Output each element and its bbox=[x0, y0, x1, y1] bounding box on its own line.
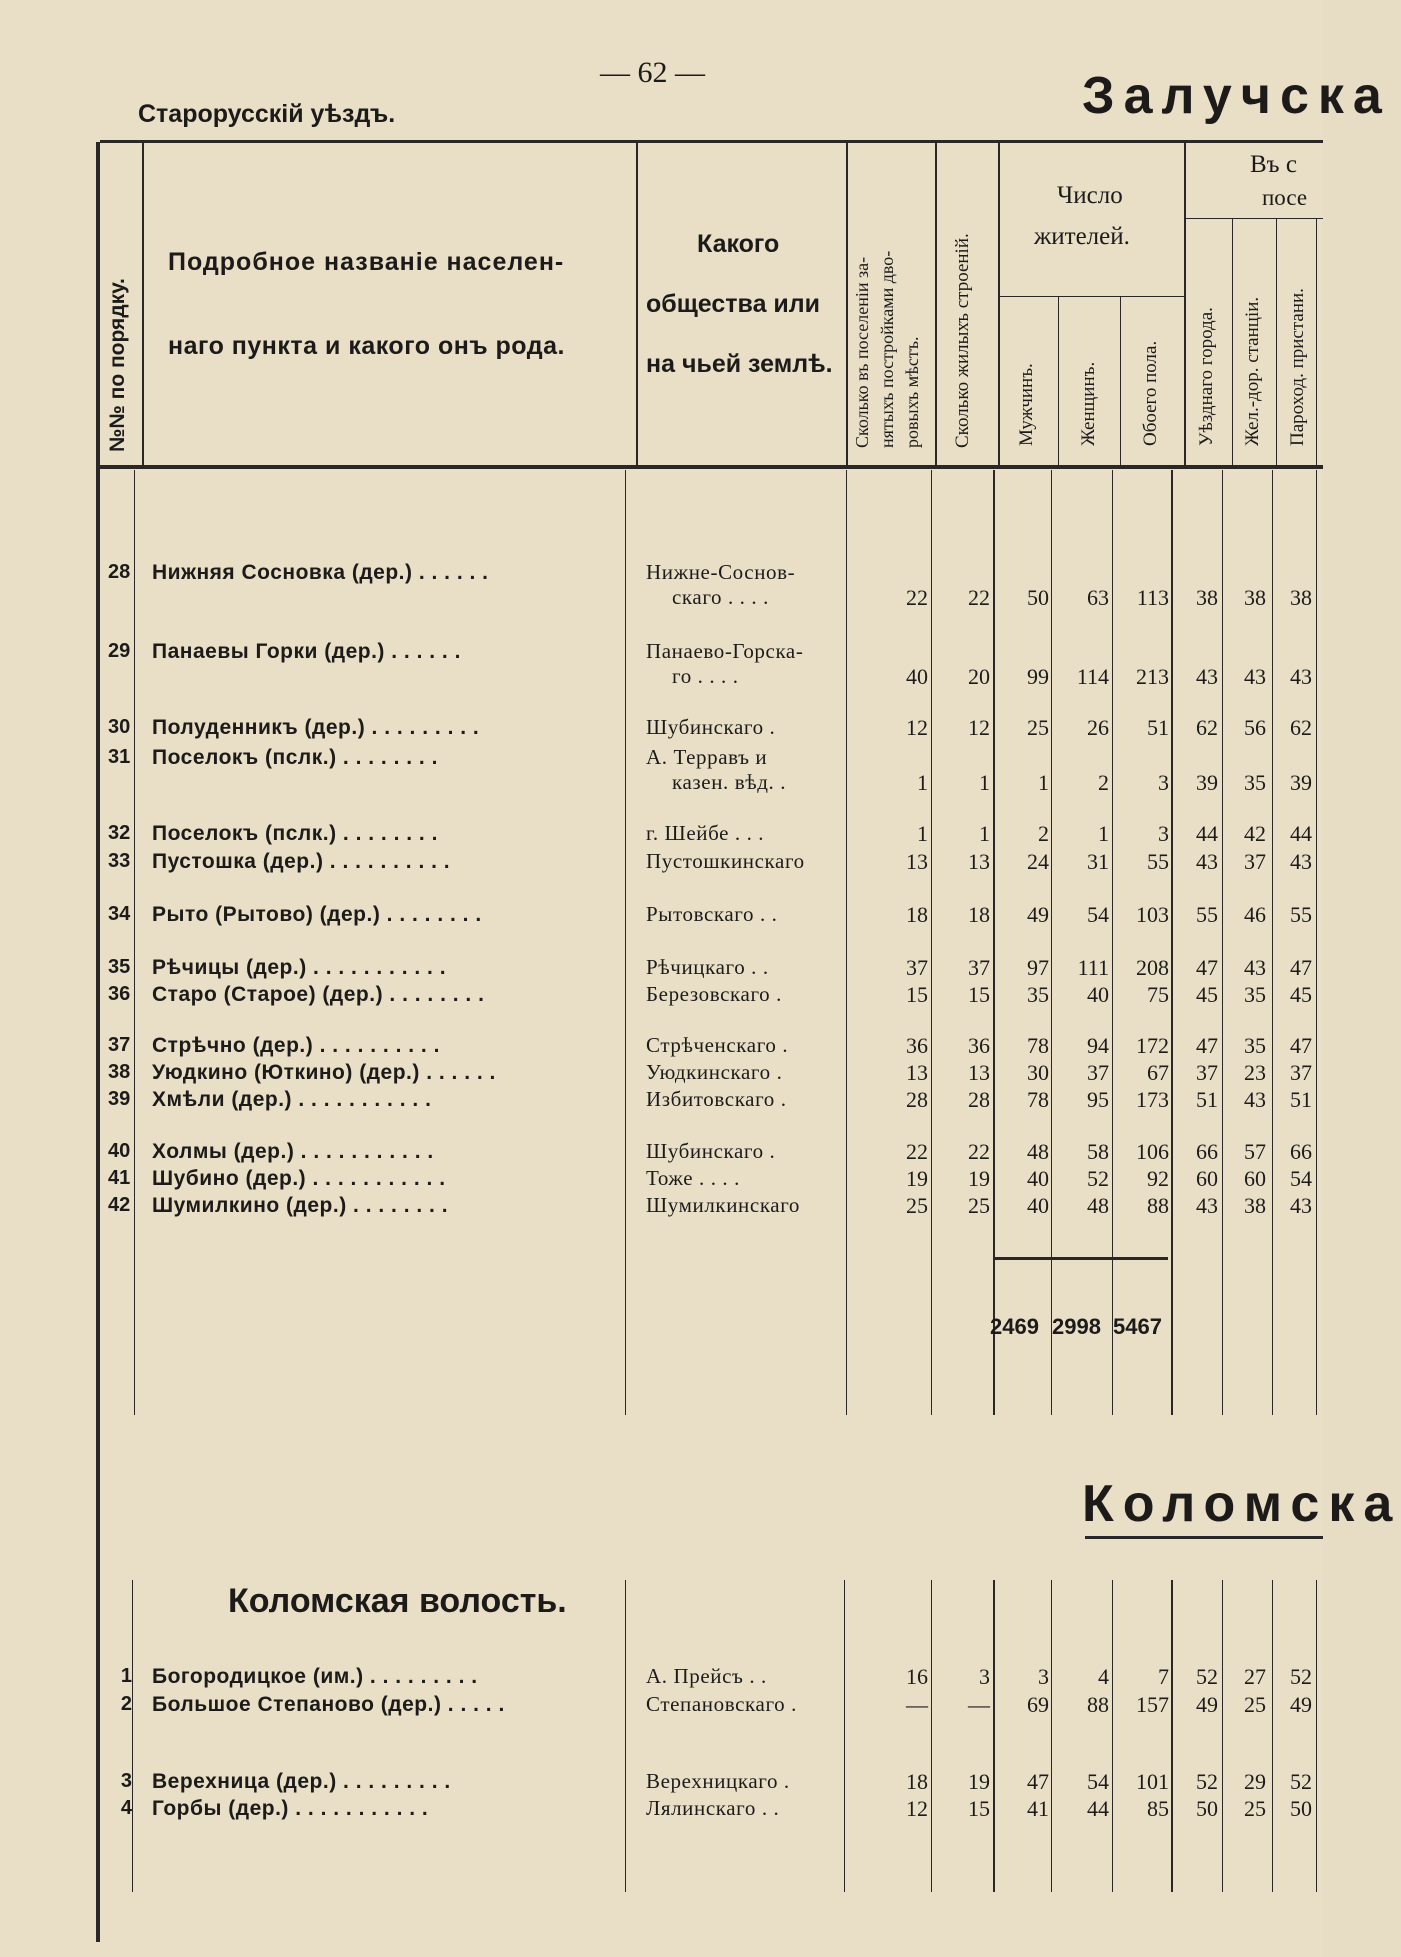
body-sep bbox=[1112, 470, 1113, 1415]
col-sep bbox=[1232, 218, 1233, 466]
table-cell-w: 44 bbox=[1087, 1796, 1109, 1821]
table-cell-c2: 37 bbox=[1244, 849, 1266, 874]
table-cell-m: 40 bbox=[1027, 1166, 1049, 1191]
table-cell-m: 69 bbox=[1027, 1692, 1049, 1717]
place-name: Уюдкино (Юткино) (дер.) . . . . . . bbox=[152, 1061, 496, 1084]
body-sep bbox=[1171, 470, 1173, 1415]
place-name: Верехница (дер.) . . . . . . . . . bbox=[152, 1770, 451, 1793]
table-cell-c3: 39 bbox=[1290, 770, 1312, 795]
table-cell-m: 35 bbox=[1027, 982, 1049, 1007]
table-cell-m: 78 bbox=[1027, 1033, 1049, 1058]
row-number: 3 bbox=[120, 1770, 132, 1792]
row-number: 2 bbox=[120, 1693, 132, 1715]
table-cell-d: 18 bbox=[906, 1769, 928, 1794]
row-number: 40 bbox=[108, 1140, 131, 1162]
col-sep bbox=[1276, 218, 1277, 466]
society: Шумилкинскаго bbox=[646, 1193, 801, 1217]
header-name-1: Подробное названіе населен- bbox=[168, 248, 565, 276]
header-society-2: общества или bbox=[646, 290, 821, 318]
col-sep bbox=[1184, 218, 1323, 219]
col-sep bbox=[998, 296, 1184, 297]
table-cell-t: 75 bbox=[1147, 982, 1169, 1007]
table-cell-c1: 45 bbox=[1196, 982, 1218, 1007]
table-cell-t: 113 bbox=[1136, 585, 1169, 610]
table-cell-b: 15 bbox=[968, 1796, 990, 1821]
table-cell-m: 1 bbox=[1038, 770, 1049, 795]
table-cell-m: 47 bbox=[1027, 1769, 1049, 1794]
table-cell-m: 78 bbox=[1027, 1087, 1049, 1112]
table-cell-d: 25 bbox=[906, 1193, 928, 1218]
table-cell-c1: 43 bbox=[1196, 664, 1218, 689]
body-sep bbox=[1171, 1580, 1173, 1892]
body-sep bbox=[1272, 1580, 1273, 1892]
header-num: №№ по порядку. bbox=[106, 278, 129, 452]
table-cell-w: 114 bbox=[1076, 664, 1109, 689]
table-cell-t: 208 bbox=[1136, 955, 1169, 980]
table-cell-b: 37 bbox=[968, 955, 990, 980]
society: Верехницкаго . bbox=[646, 1769, 790, 1793]
table-cell-c3: 55 bbox=[1290, 902, 1312, 927]
row-number: 39 bbox=[108, 1088, 131, 1110]
table-cell-t: 7 bbox=[1158, 1664, 1169, 1689]
table-cell-c2: 25 bbox=[1244, 1692, 1266, 1717]
row-number: 33 bbox=[108, 850, 131, 872]
table-cell-w: 94 bbox=[1087, 1033, 1109, 1058]
society: Шубинскаго . bbox=[646, 715, 776, 739]
table-cell-c2: 25 bbox=[1244, 1796, 1266, 1821]
table-cell-b: 15 bbox=[968, 982, 990, 1007]
table-cell-d: 13 bbox=[906, 1060, 928, 1085]
table-cell-c1: 43 bbox=[1196, 849, 1218, 874]
row-number: 28 bbox=[108, 561, 131, 583]
table-cell-d: — bbox=[906, 1692, 928, 1717]
table-cell-d: 15 bbox=[906, 982, 928, 1007]
table-cell-c1: 37 bbox=[1196, 1060, 1218, 1085]
table-cell-c3: 62 bbox=[1290, 715, 1312, 740]
table-cell-c1: 52 bbox=[1196, 1664, 1218, 1689]
table-cell-w: 63 bbox=[1087, 585, 1109, 610]
table-cell-d: 36 bbox=[906, 1033, 928, 1058]
body-sep bbox=[1112, 1580, 1113, 1892]
table-cell-t: 3 bbox=[1158, 770, 1169, 795]
col-sep bbox=[1120, 296, 1121, 466]
society: А. Терравъ и bbox=[646, 745, 768, 769]
society: Уюдкинскаго . bbox=[646, 1060, 783, 1084]
table-cell-c3: 43 bbox=[1290, 1193, 1312, 1218]
row-number: 4 bbox=[120, 1797, 132, 1819]
table-cell-c3: 52 bbox=[1290, 1664, 1312, 1689]
table-cell-d: 18 bbox=[906, 902, 928, 927]
table-cell-c1: 49 bbox=[1196, 1692, 1218, 1717]
table-cell-c2: 42 bbox=[1244, 821, 1266, 846]
header-rail: Жел.-дор. станціи. bbox=[1242, 296, 1263, 446]
table-cell-c2: 38 bbox=[1244, 585, 1266, 610]
body-sep bbox=[931, 1580, 932, 1892]
col-sep bbox=[998, 142, 1000, 466]
table-cell-b: 1 bbox=[979, 770, 990, 795]
table-cell-t: 88 bbox=[1147, 1193, 1169, 1218]
table-cell-b: 1 bbox=[979, 821, 990, 846]
body-sep bbox=[846, 470, 847, 1415]
table-cell-b: 3 bbox=[979, 1664, 990, 1689]
table-cell-c3: 45 bbox=[1290, 982, 1312, 1007]
table-cell-b: 22 bbox=[968, 1139, 990, 1164]
section-title-bottom: Коломска bbox=[1082, 1475, 1401, 1533]
table-cell-c1: 38 bbox=[1196, 585, 1218, 610]
table-cell-c3: 52 bbox=[1290, 1769, 1312, 1794]
table-cell-c3: 43 bbox=[1290, 664, 1312, 689]
row-number: 36 bbox=[108, 983, 131, 1005]
table-cell-w: 95 bbox=[1087, 1087, 1109, 1112]
table-cell-m: 30 bbox=[1027, 1060, 1049, 1085]
table-cell-b: 18 bbox=[968, 902, 990, 927]
table-cell-c2: 23 bbox=[1244, 1060, 1266, 1085]
table-cell-c1: 44 bbox=[1196, 821, 1218, 846]
table-cell-t: 173 bbox=[1136, 1087, 1169, 1112]
table-cell-c3: 49 bbox=[1290, 1692, 1312, 1717]
table-cell-d: 1 bbox=[917, 770, 928, 795]
header-dvor-2: нятыхъ постройками дво- bbox=[877, 250, 897, 448]
header-in-settlement-2: посе bbox=[1262, 185, 1308, 210]
body-sep bbox=[1051, 470, 1052, 1415]
table-cell-c2: 35 bbox=[1244, 770, 1266, 795]
table-cell-w: 52 bbox=[1087, 1166, 1109, 1191]
table-cell-t: 101 bbox=[1136, 1769, 1169, 1794]
table-cell-t: 213 bbox=[1136, 664, 1169, 689]
body-sep bbox=[1316, 470, 1317, 1415]
section-title-top: Залучска bbox=[1082, 67, 1391, 125]
body-sep bbox=[625, 1580, 626, 1892]
society: Степановскаго . bbox=[646, 1692, 797, 1716]
table-cell-c2: 43 bbox=[1244, 955, 1266, 980]
totals-rule bbox=[993, 1257, 1168, 1260]
table-cell-c2: 46 bbox=[1244, 902, 1266, 927]
col-sep bbox=[142, 142, 144, 466]
table-cell-w: 54 bbox=[1087, 1769, 1109, 1794]
society: Лялинскаго . . bbox=[646, 1796, 780, 1820]
table-cell-c3: 43 bbox=[1290, 849, 1312, 874]
row-number: 29 bbox=[108, 640, 131, 662]
society: Панаево-Горска- bbox=[646, 639, 804, 663]
table-cell-m: 97 bbox=[1027, 955, 1049, 980]
col-sep bbox=[1316, 218, 1317, 466]
society: А. Прейсъ . . bbox=[646, 1664, 767, 1688]
table-cell-b: 13 bbox=[968, 849, 990, 874]
table-cell-d: 1 bbox=[917, 821, 928, 846]
table-cell-c1: 47 bbox=[1196, 1033, 1218, 1058]
header-women: Женщинъ. bbox=[1078, 361, 1099, 446]
table-cell-w: 54 bbox=[1087, 902, 1109, 927]
table-cell-c1: 66 bbox=[1196, 1139, 1218, 1164]
body-sep bbox=[993, 1580, 995, 1892]
society-cont: казен. вѣд. . bbox=[672, 770, 787, 794]
table-cell-b: 36 bbox=[968, 1033, 990, 1058]
table-cell-m: 48 bbox=[1027, 1139, 1049, 1164]
total-both: 5467 bbox=[1113, 1314, 1162, 1339]
table-cell-c3: 47 bbox=[1290, 1033, 1312, 1058]
table-cell-t: 157 bbox=[1136, 1692, 1169, 1717]
table-cell-t: 92 bbox=[1147, 1166, 1169, 1191]
table-cell-d: 13 bbox=[906, 849, 928, 874]
table-cell-c1: 39 bbox=[1196, 770, 1218, 795]
place-name: Холмы (дер.) . . . . . . . . . . . bbox=[152, 1140, 434, 1163]
header-inhabitants-1: Число bbox=[1057, 182, 1123, 209]
page-number: — 62 — bbox=[600, 56, 705, 89]
table-cell-b: 25 bbox=[968, 1193, 990, 1218]
table-cell-w: 1 bbox=[1098, 821, 1109, 846]
place-name: Старо (Старое) (дер.) . . . . . . . . bbox=[152, 983, 485, 1006]
society: Рытовскаго . . bbox=[646, 902, 778, 926]
row-number: 35 bbox=[108, 956, 131, 978]
society: Нижне-Соснов- bbox=[646, 560, 796, 584]
society: Избитовскаго . bbox=[646, 1087, 787, 1111]
row-number: 31 bbox=[108, 746, 131, 768]
place-name: Пустошка (дер.) . . . . . . . . . . bbox=[152, 850, 451, 873]
row-number: 42 bbox=[108, 1194, 131, 1216]
table-cell-d: 37 bbox=[906, 955, 928, 980]
table-cell-c1: 60 bbox=[1196, 1166, 1218, 1191]
table-cell-d: 16 bbox=[906, 1664, 928, 1689]
table-cell-b: 20 bbox=[968, 664, 990, 689]
table-cell-c2: 29 bbox=[1244, 1769, 1266, 1794]
left-border bbox=[96, 142, 100, 1942]
place-name: Полуденникъ (дер.) . . . . . . . . . bbox=[152, 716, 480, 739]
col-sep bbox=[1184, 142, 1186, 466]
uezd-title: Старорусскій уѣздъ. bbox=[138, 100, 396, 128]
place-name: Шубино (дер.) . . . . . . . . . . . bbox=[152, 1167, 446, 1190]
col-sep bbox=[1058, 296, 1059, 466]
section-bottom-rule bbox=[1085, 1536, 1323, 1539]
body-sep bbox=[1222, 470, 1223, 1415]
table-cell-c2: 35 bbox=[1244, 982, 1266, 1007]
table-cell-b: 13 bbox=[968, 1060, 990, 1085]
header-both: Обоего пола. bbox=[1140, 340, 1161, 446]
row-number: 41 bbox=[108, 1167, 131, 1189]
table-cell-c2: 60 bbox=[1244, 1166, 1266, 1191]
place-name: Стрѣчно (дер.) . . . . . . . . . . bbox=[152, 1034, 440, 1057]
table-cell-t: 51 bbox=[1147, 715, 1169, 740]
table-cell-w: 88 bbox=[1087, 1692, 1109, 1717]
row-number: 30 bbox=[108, 716, 131, 738]
place-name: Рѣчицы (дер.) . . . . . . . . . . . bbox=[152, 956, 447, 979]
table-cell-d: 12 bbox=[906, 1796, 928, 1821]
table-cell-c1: 55 bbox=[1196, 902, 1218, 927]
society: Стрѣченскаго . bbox=[646, 1033, 789, 1057]
body-sep bbox=[1272, 470, 1273, 1415]
row-number: 38 bbox=[108, 1061, 131, 1083]
table-cell-c2: 27 bbox=[1244, 1664, 1266, 1689]
body-sep bbox=[132, 1580, 133, 1892]
table-cell-b: 12 bbox=[968, 715, 990, 740]
table-cell-t: 172 bbox=[1136, 1033, 1169, 1058]
place-name: Рыто (Рытово) (дер.) . . . . . . . . bbox=[152, 903, 482, 926]
table-cell-b: 28 bbox=[968, 1087, 990, 1112]
header-pier: Пароход. пристани. bbox=[1287, 288, 1308, 446]
table-cell-d: 40 bbox=[906, 664, 928, 689]
total-men: 2469 bbox=[990, 1314, 1039, 1339]
col-sep bbox=[846, 142, 848, 466]
table-cell-m: 24 bbox=[1027, 849, 1049, 874]
header-society-3: на чьей землѣ. bbox=[646, 350, 833, 378]
body-sep bbox=[844, 1580, 845, 1892]
header-name-2: наго пункта и какого онъ рода. bbox=[168, 332, 565, 360]
table-cell-w: 37 bbox=[1087, 1060, 1109, 1085]
table-cell-t: 103 bbox=[1136, 902, 1169, 927]
table-cell-t: 85 bbox=[1147, 1796, 1169, 1821]
table-cell-c1: 51 bbox=[1196, 1087, 1218, 1112]
society: Березовскаго . bbox=[646, 982, 782, 1006]
table-cell-m: 2 bbox=[1038, 821, 1049, 846]
table-cell-w: 58 bbox=[1087, 1139, 1109, 1164]
table-cell-w: 2 bbox=[1098, 770, 1109, 795]
table-cell-w: 111 bbox=[1077, 955, 1109, 980]
table-cell-m: 99 bbox=[1027, 664, 1049, 689]
table-cell-c3: 66 bbox=[1290, 1139, 1312, 1164]
table-cell-c1: 47 bbox=[1196, 955, 1218, 980]
table-cell-m: 3 bbox=[1038, 1664, 1049, 1689]
body-sep bbox=[1051, 1580, 1052, 1892]
table-cell-d: 28 bbox=[906, 1087, 928, 1112]
table-cell-b: 19 bbox=[968, 1769, 990, 1794]
society: Пустошкинскаго bbox=[646, 849, 805, 873]
table-cell-m: 41 bbox=[1027, 1796, 1049, 1821]
society-cont: скаго . . . . bbox=[672, 585, 769, 609]
place-name: Большое Степаново (дер.) . . . . . bbox=[152, 1693, 505, 1716]
table-cell-c3: 50 bbox=[1290, 1796, 1312, 1821]
place-name: Поселокъ (пслк.) . . . . . . . . bbox=[152, 822, 438, 845]
table-cell-c2: 38 bbox=[1244, 1193, 1266, 1218]
table-cell-c1: 50 bbox=[1196, 1796, 1218, 1821]
header-dvor-1: Сколько въ поселеніи за- bbox=[852, 256, 872, 448]
table-cell-c3: 38 bbox=[1290, 585, 1312, 610]
table-cell-c1: 43 bbox=[1196, 1193, 1218, 1218]
header-dvor-3: ровыхъ мѣстъ. bbox=[902, 336, 922, 448]
table-cell-c2: 56 bbox=[1244, 715, 1266, 740]
table-cell-c2: 43 bbox=[1244, 664, 1266, 689]
table-cell-t: 67 bbox=[1147, 1060, 1169, 1085]
place-name: Поселокъ (пслк.) . . . . . . . . bbox=[152, 746, 438, 769]
row-number: 1 bbox=[120, 1665, 132, 1687]
table-cell-m: 50 bbox=[1027, 585, 1049, 610]
header-top-rule bbox=[100, 140, 1323, 143]
table-cell-c1: 52 bbox=[1196, 1769, 1218, 1794]
table-cell-c1: 62 bbox=[1196, 715, 1218, 740]
header-buildings: Сколько жилыхъ строеній. bbox=[952, 233, 973, 448]
header-society-1: Какого bbox=[697, 230, 780, 258]
body-sep bbox=[1316, 1580, 1317, 1892]
table-cell-c2: 43 bbox=[1244, 1087, 1266, 1112]
row-number: 37 bbox=[108, 1034, 131, 1056]
society: Рѣчицкаго . . bbox=[646, 955, 769, 979]
place-name: Шумилкино (дер.) . . . . . . . . bbox=[152, 1194, 449, 1217]
body-sep bbox=[931, 470, 932, 1415]
volost-heading: Коломская волость. bbox=[228, 1582, 567, 1620]
table-cell-d: 22 bbox=[906, 585, 928, 610]
table-cell-m: 25 bbox=[1027, 715, 1049, 740]
table-cell-t: 3 bbox=[1158, 821, 1169, 846]
table-cell-d: 12 bbox=[906, 715, 928, 740]
header-uezd-town: Уѣзднаго города. bbox=[1196, 307, 1217, 446]
total-women: 2998 bbox=[1052, 1314, 1101, 1339]
table-cell-d: 22 bbox=[906, 1139, 928, 1164]
place-name: Горбы (дер.) . . . . . . . . . . . bbox=[152, 1797, 429, 1820]
table-cell-c2: 35 bbox=[1244, 1033, 1266, 1058]
place-name: Хмѣли (дер.) . . . . . . . . . . . bbox=[152, 1088, 432, 1111]
table-cell-w: 4 bbox=[1098, 1664, 1109, 1689]
place-name: Панаевы Горки (дер.) . . . . . . bbox=[152, 640, 461, 663]
society: г. Шейбе . . . bbox=[646, 821, 765, 845]
table-cell-c3: 47 bbox=[1290, 955, 1312, 980]
table-cell-m: 40 bbox=[1027, 1193, 1049, 1218]
header-bottom-rule bbox=[100, 465, 1323, 469]
body-sep bbox=[993, 470, 995, 1415]
table-cell-b: 19 bbox=[968, 1166, 990, 1191]
table-cell-w: 31 bbox=[1087, 849, 1109, 874]
table-cell-b: 22 bbox=[968, 585, 990, 610]
table-cell-c2: 57 bbox=[1244, 1139, 1266, 1164]
table-cell-m: 49 bbox=[1027, 902, 1049, 927]
table-cell-b: — bbox=[968, 1692, 990, 1717]
header-inhabitants-2: жителей. bbox=[1034, 223, 1130, 250]
body-sep bbox=[134, 470, 135, 1415]
table-cell-w: 26 bbox=[1087, 715, 1109, 740]
place-name: Богородицкое (им.) . . . . . . . . . bbox=[152, 1665, 478, 1688]
table-cell-c3: 51 bbox=[1290, 1087, 1312, 1112]
society: Тоже . . . . bbox=[646, 1166, 740, 1190]
table-cell-w: 40 bbox=[1087, 982, 1109, 1007]
society: Шубинскаго . bbox=[646, 1139, 776, 1163]
table-cell-c3: 54 bbox=[1290, 1166, 1312, 1191]
table-cell-c3: 44 bbox=[1290, 821, 1312, 846]
place-name: Нижняя Сосновка (дер.) . . . . . . bbox=[152, 561, 489, 584]
society-cont: го . . . . bbox=[672, 664, 739, 688]
col-sep bbox=[935, 142, 937, 466]
table-cell-d: 19 bbox=[906, 1166, 928, 1191]
header-men: Мужчинъ. bbox=[1016, 363, 1037, 446]
table-cell-t: 106 bbox=[1136, 1139, 1169, 1164]
body-sep bbox=[625, 470, 626, 1415]
row-number: 32 bbox=[108, 822, 131, 844]
table-cell-c3: 37 bbox=[1290, 1060, 1312, 1085]
header-in-settlement-1: Въ с bbox=[1250, 151, 1297, 178]
col-sep bbox=[636, 142, 638, 466]
table-cell-t: 55 bbox=[1147, 849, 1169, 874]
body-sep bbox=[1222, 1580, 1223, 1892]
table-cell-w: 48 bbox=[1087, 1193, 1109, 1218]
row-number: 34 bbox=[108, 903, 131, 925]
